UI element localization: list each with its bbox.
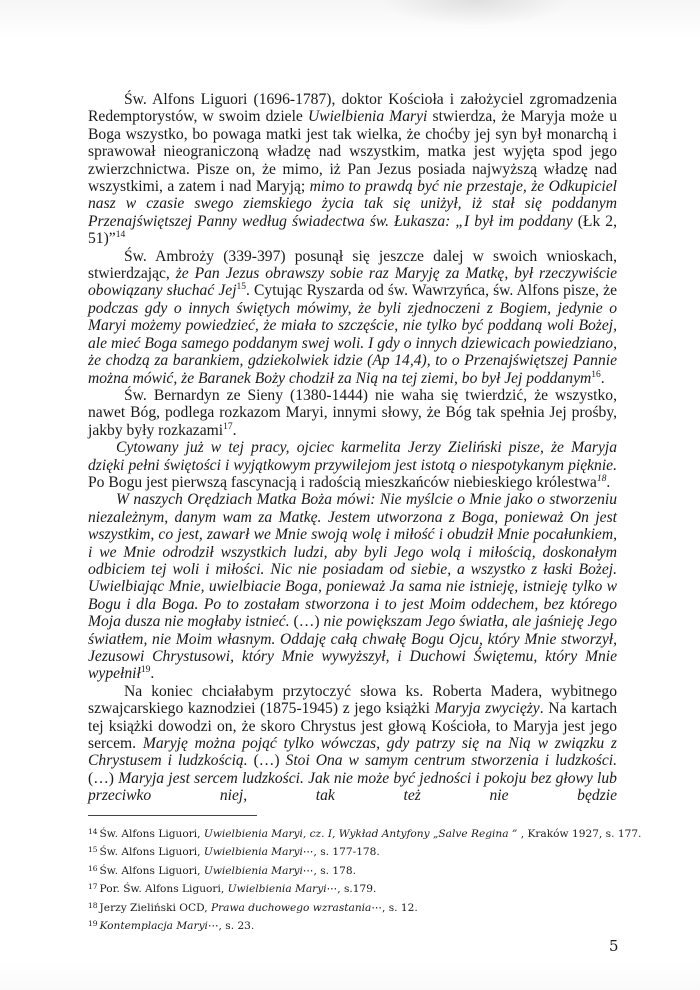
text-run: Por. Św. Alfons Liguori, xyxy=(99,883,228,896)
footnote-number: 14 xyxy=(88,827,98,836)
footnote xyxy=(88,916,617,934)
footnote-number: 17 xyxy=(88,882,98,892)
footnote xyxy=(88,861,617,879)
paragraph xyxy=(88,387,617,439)
text-run: stwierdza, że Maryja może u Boga wszystko, bo powaga matki jest tak wielka, że choćby jej syn był monarchą i sprawował nieograniczoną władzę nad wszystkim, matka jest wyjęta spod jego zwierzchnictwa. Pisze on, że mimo, iż Pan Jezus posiada najwyższą władzę nad wszystkimi, a zatem i nad Maryją; xyxy=(88,108,618,196)
text-run: (Łk 2, 51)” xyxy=(88,212,617,248)
text-run: ⋯, s. 178. xyxy=(302,864,356,877)
text-run: . Cytując Ryszarda od św. Wawrzyńca, św. Alfons pisze, że xyxy=(246,282,617,300)
footnote-reference: 14 xyxy=(115,230,126,241)
footnote xyxy=(88,898,617,916)
footnote-number: 16 xyxy=(88,863,98,873)
text-run: . xyxy=(606,473,611,491)
text-run: Św. Bernardyn ze Sieny (1380-1444) nie waha się twierdzić, że wszystko, nawet Bóg, podlega rozkazom Maryi, innymi słowy, że Bóg tak spełnia Jej prośby, jakby były rozkazami xyxy=(88,386,617,439)
italic-text-run: Maryja zwycięży xyxy=(434,700,540,718)
text-run: (…) xyxy=(289,613,324,631)
text-run: Po Bogu jest pierwszą fascynacją i radością mieszkańców niebieskiego królestwa xyxy=(88,473,597,491)
footnote-divider xyxy=(88,815,257,816)
footnote-number: 19 xyxy=(88,919,98,929)
text-run: ⋯, s.179. xyxy=(326,883,377,896)
footnote-reference: 19 xyxy=(140,665,151,676)
italic-text-run: Uwielbienia Maryi xyxy=(203,846,303,859)
paragraph xyxy=(88,683,617,805)
italic-text-run: że Pan Jezus obrawszy sobie raz Maryję za Matkę, był rzeczywiście obowiązany słuchać Jej xyxy=(88,265,617,300)
page-number: 5 xyxy=(609,937,619,955)
italic-text-run: mimo to prawdą być nie przestaje, że Odkupiciel nasz w czasie swego ziemskiego życia tak się uniżył, iż stał się poddanym Przenajświętszej Panny według świadectwa św. Łukasza: „I był im poddany xyxy=(88,178,618,230)
text-run: Jerzy Zieliński OCD, xyxy=(99,901,211,914)
text-run: ⋯, s. 177-178. xyxy=(302,846,380,859)
italic-text-run: Uwielbienia Maryi xyxy=(307,108,428,126)
italic-text-run: Cytowany już w tej pracy, ojciec karmelita Jerzy Zieliński pisze, że Maryja dzięki pełni świętości i wyjątkowym przywilejom jest istotą o niespotykanym pięknie. xyxy=(88,439,617,474)
italic-text-run: Maryja jest sercem ludzkości. Jak nie może być jedności i pokoju bez głowy lub przeciwko niej, tak też nie będzie xyxy=(88,769,617,805)
footnotes xyxy=(88,824,642,934)
text-run: ⋯, s. 12. xyxy=(371,901,418,914)
text-run: Na koniec chciałabym przytoczyć słowa ks. Roberta Madera, wybitnego szwajcarskiego kaznodziei (1875-1945) z jego książki xyxy=(88,682,617,718)
italic-text-run: Uwielbienia Maryi, cz. I, Wykład Antyfony „Salve Regina ” xyxy=(203,828,518,840)
footnote xyxy=(88,842,617,860)
scan-artifact xyxy=(380,0,570,26)
text-run: . Na kartach tej książki dowodzi on, że skoro Chrystus jest głową Kościoła, to Maryja jest jego sercem. xyxy=(88,700,618,753)
footnote-reference: 16 xyxy=(591,369,601,380)
paragraph xyxy=(88,491,617,682)
footnote-reference: 18 xyxy=(596,473,607,484)
paragraph xyxy=(88,91,617,248)
footnote xyxy=(88,879,617,897)
italic-text-run: Maryję można pojąć tylko wówczas, gdy patrzy się na Nią w związku z Chrystusem i ludzkością. xyxy=(88,735,618,770)
footnote xyxy=(88,824,642,842)
italic-text-run: Uwielbienia Maryi xyxy=(203,864,303,877)
body-text xyxy=(88,91,617,805)
italic-text-run: Prawa duchowego wzrastania xyxy=(210,901,372,914)
italic-text-run: podczas gdy o innych świętych mówimy, że byli zjednoczeni z Bogiem, jedynie o Maryi możemy powiedzieć, że miała to szczęście, nie tylko być poddaną woli Bożej, ale mieć Boga samego poddanym swej woli. I gdy o innych dziewicach powiedziano, że chodzą za barankiem, gdziekolwiek idzie (Ap 14,4), to o Przenajświętszej Pannie można mówić, że Baranek Boży chodził za Nią na tej ziemi, bo był Jej poddanym xyxy=(88,299,617,387)
paragraph xyxy=(88,248,617,387)
text-run: Św. Alfons Liguori, xyxy=(99,864,204,877)
text-run: . xyxy=(232,421,237,439)
footnote-number: 18 xyxy=(88,900,98,910)
text-run: Św. Alfons Liguori, xyxy=(99,846,204,859)
paragraph xyxy=(88,439,617,491)
italic-text-run: nie powiększam Jego światła, ale jaśnieję Jego światłem, nie Moim własnym. Oddaję całą chwałę Bogu Ojcu, który Mnie stworzył, Jezusowi Chrystusowi, który Mnie wywyższył, i Duchowi Świętemu, który Mnie wypełnił xyxy=(88,613,617,683)
footnote-reference: 15 xyxy=(236,282,247,293)
text-run: ⋯, s. 23. xyxy=(207,920,255,933)
text-run: (…) xyxy=(88,769,119,787)
footnote-reference: 17 xyxy=(223,421,233,432)
text-run: . xyxy=(600,369,605,387)
italic-text-run: W naszych Orędziach Matka Boża mówi: Nie myślcie o Mnie jako o stworzeniu niezależnym, danym wam za Matkę. Jestem utworzona z Boga, ponieważ On jest wszystkim, co jest, zawarł we Mnie swoją wolę i miłość i obudził Mnie pocałunkiem, i we Mnie odrodził wszystkich ludzi, aby byli Jego wolą i miłością, doskonałym odbiciem tej woli i miłości. Nic nie posiadam od siebie, a wszystko z łaski Bożej. Uwielbiając Mnie, uwielbiacie Boga, ponieważ Ja sama nie istnieję, istnieję tylko w Bogu i dla Boga. Po to zostałam stworzona i to jest Moim oddechem, bez którego Moja dusza nie mogłaby istnieć. xyxy=(88,491,617,631)
italic-text-run: Uwielbienia Maryi xyxy=(227,883,327,896)
italic-text-run: Stoi Ona w samym centrum stworzenia i ludzkości. xyxy=(285,752,618,770)
text-run: Św. Alfons Liguori, xyxy=(99,828,204,840)
text-run: Św. Alfons Liguori (1696-1787), doktor Kościoła i założyciel zgromadzenia Redemptorystów, w swoim dziele xyxy=(88,91,617,126)
footnote-number: 15 xyxy=(88,845,98,855)
text-run: (…) xyxy=(247,752,286,770)
italic-text-run: Kontemplacja Maryi xyxy=(99,920,208,933)
text-run: . xyxy=(150,665,155,683)
text-run: Św. Ambroży (339-397) posunął się jeszcze dalej w swoich wnioskach, stwierdzając, xyxy=(88,247,617,283)
text-run: , Kraków 1927, s. 177. xyxy=(517,828,642,840)
